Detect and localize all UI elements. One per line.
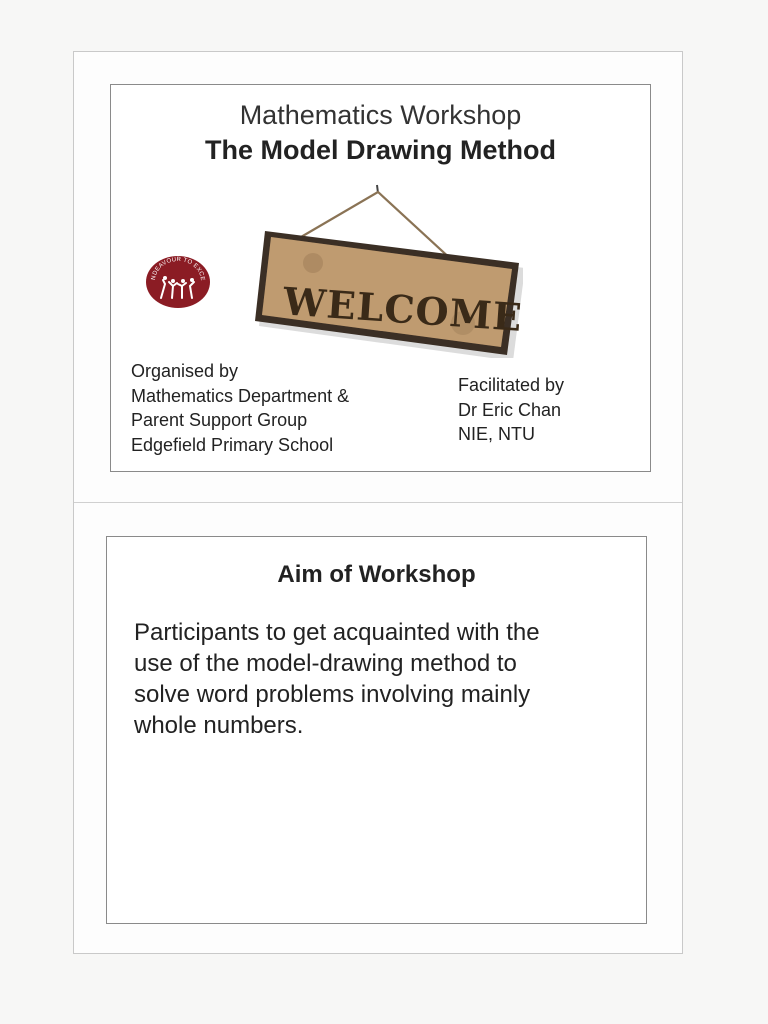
organiser-line: Edgefield Primary School — [131, 434, 334, 455]
slide-title: Mathematics Workshop — [239, 100, 522, 130]
body-line: solve word problems involving mainly — [134, 681, 531, 708]
slide-title: Aim of Workshop — [277, 561, 476, 588]
body-line: whole numbers. — [134, 712, 304, 739]
organiser-line: Parent Support Group — [131, 410, 308, 430]
slide-subtitle: The Model Drawing Method — [205, 135, 556, 165]
welcome-sign — [253, 183, 523, 358]
logo-motto: NDEAVOUR TO EXCE — [150, 256, 206, 282]
body-line: use of the model-drawing method to — [134, 650, 517, 677]
slide-welcome — [110, 84, 651, 472]
school-crest-icon — [145, 254, 211, 309]
organiser-line: Mathematics Department & — [131, 385, 350, 406]
welcome-sign-text: WELCOME — [281, 278, 525, 340]
slide-body — [134, 617, 604, 741]
body-line: Participants to get acquainted with the — [134, 619, 540, 646]
facilitator-info — [458, 373, 564, 447]
facilitator-line: NIE, NTU — [458, 424, 536, 444]
organiser-line: Organised by — [131, 361, 239, 381]
organiser-info — [131, 359, 349, 457]
facilitator-line: Facilitated by — [458, 375, 565, 395]
page-divider — [74, 502, 682, 503]
slide-aim — [106, 536, 647, 924]
facilitator-line: Dr Eric Chan — [458, 399, 562, 420]
